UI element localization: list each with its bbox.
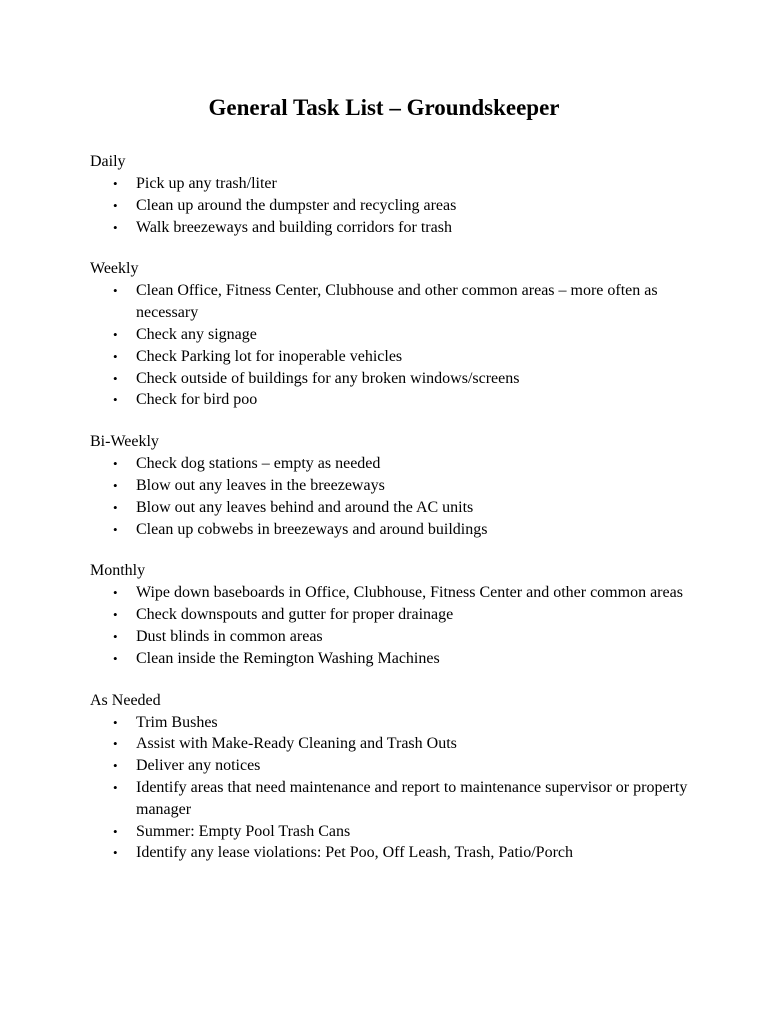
bullet-icon: • (113, 392, 118, 408)
task-item (90, 777, 696, 821)
bullet-icon: • (113, 326, 118, 342)
task-item (90, 604, 696, 626)
task-item (90, 755, 696, 777)
task-item (90, 497, 696, 519)
task-item (90, 173, 696, 195)
bullet-icon: • (113, 607, 118, 623)
task-text: Check outside of buildings for any broken windows/screens (136, 369, 520, 387)
bullet-icon: • (113, 736, 118, 752)
document-title: General Task List – Groundskeeper (208, 95, 560, 120)
task-text: Clean Office, Fitness Center, Clubhouse and other common areas – more often as necessary (136, 282, 658, 322)
task-item (90, 842, 696, 864)
task-item (90, 346, 696, 368)
task-text: Blow out any leaves behind and around the AC units (136, 498, 474, 516)
task-section-monthly (90, 560, 690, 669)
task-item (90, 195, 696, 217)
task-item (90, 712, 696, 734)
bullet-icon: • (113, 714, 118, 730)
bullet-icon: • (113, 197, 118, 213)
task-text: Deliver any notices (136, 757, 261, 775)
bullet-icon: • (113, 370, 118, 386)
bullet-icon: • (113, 456, 118, 472)
section-heading: Monthly (90, 562, 146, 580)
task-section-weekly (90, 258, 690, 411)
task-text: Clean inside the Remington Washing Machines (136, 649, 440, 667)
section-heading: Bi-Weekly (90, 433, 159, 451)
task-text: Trim Bushes (136, 713, 218, 731)
task-text: Wipe down baseboards in Office, Clubhouse, Fitness Center and other common areas (136, 584, 683, 602)
bullet-icon: • (113, 219, 118, 235)
task-item (90, 733, 696, 755)
bullet-icon: • (113, 845, 118, 861)
bullet-icon: • (113, 499, 118, 515)
task-sections (90, 151, 690, 884)
task-text: Dust blinds in common areas (136, 627, 323, 645)
task-item (90, 324, 696, 346)
task-item (90, 280, 696, 324)
section-heading: Weekly (90, 260, 139, 278)
bullet-icon: • (113, 477, 118, 493)
task-item (90, 582, 696, 604)
section-heading: Daily (90, 153, 126, 170)
task-text: Check Parking lot for inoperable vehicles (136, 347, 403, 365)
task-text: Check any signage (136, 325, 257, 343)
bullet-icon: • (113, 628, 118, 644)
task-text: Clean up around the dumpster and recycling areas (136, 196, 457, 214)
task-item (90, 626, 696, 648)
task-text: Check dog stations – empty as needed (136, 455, 381, 473)
task-text: Summer: Empty Pool Trash Cans (136, 822, 351, 840)
task-section-bi-weekly (90, 431, 690, 540)
task-item (90, 519, 696, 541)
task-section-daily (90, 151, 690, 238)
bullet-icon: • (113, 823, 118, 839)
task-section-as-needed (90, 690, 690, 865)
bullet-icon: • (113, 521, 118, 537)
bullet-icon: • (113, 348, 118, 364)
task-text: Walk breezeways and building corridors for trash (136, 218, 452, 236)
task-list (90, 582, 690, 669)
bullet-icon: • (113, 650, 118, 666)
task-item (90, 475, 696, 497)
task-list (90, 712, 690, 865)
bullet-icon: • (113, 758, 118, 774)
task-text: Identify any lease violations: Pet Poo, Off Leash, Trash, Patio/Porch (136, 844, 573, 862)
task-item (90, 217, 696, 239)
section-heading: As Needed (90, 691, 161, 709)
task-text: Identify areas that need maintenance and report to maintenance supervisor or property manager (136, 778, 688, 818)
task-text: Blow out any leaves in the breezeways (136, 476, 385, 494)
task-item (90, 389, 696, 411)
bullet-icon: • (113, 585, 118, 601)
task-item (90, 648, 696, 670)
task-item (90, 368, 696, 390)
task-text: Check for bird poo (136, 391, 258, 409)
task-item (90, 821, 696, 843)
task-text: Check downspouts and gutter for proper drainage (136, 606, 454, 624)
task-text: Clean up cobwebs in breezeways and around buildings (136, 520, 488, 538)
task-list (90, 280, 690, 411)
bullet-icon: • (113, 283, 118, 299)
task-item (90, 453, 696, 475)
task-list (90, 453, 690, 540)
bullet-icon: • (113, 176, 118, 191)
bullet-icon: • (113, 779, 118, 795)
task-list (90, 173, 690, 238)
task-text: Assist with Make-Ready Cleaning and Trash Outs (136, 735, 457, 753)
task-text: Pick up any trash/liter (136, 175, 277, 192)
